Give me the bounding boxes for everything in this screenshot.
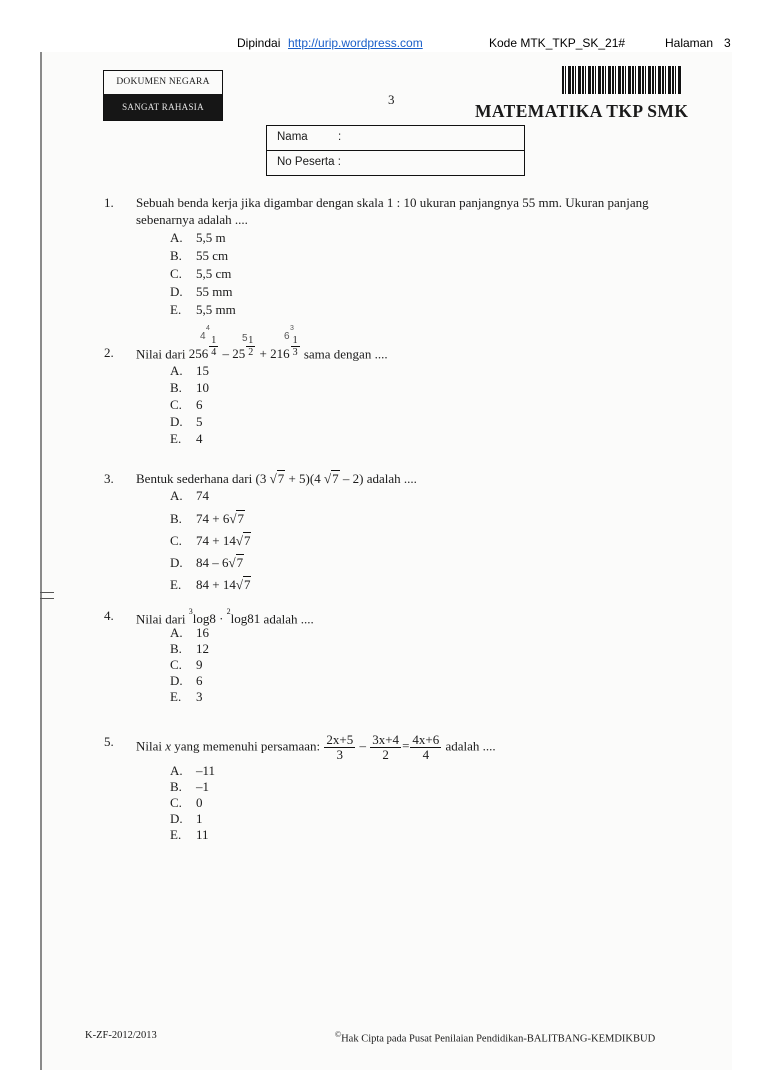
option: C. 0 — [170, 795, 203, 810]
option: A. 15 — [170, 363, 209, 378]
option: A. 5,5 m — [170, 230, 226, 245]
margin-mark — [40, 592, 54, 599]
question-number: 5. — [104, 734, 114, 749]
question-text: Nilai dari 256 $\frac{1}{4}$ – 25 $\frac{1}{2}$ + 216 $\frac{1}{3}$ sama dengan .... — [136, 335, 388, 362]
copyright-text: Hak Cipta pada Pusat Penilaian Pendidikan-BALITBANG-KEMDIKBUD — [341, 1033, 656, 1045]
question-text: Nilai x yang memenuhi persamaan: $\frac{2x+5}{3}$ – $\frac{3x+4}{2}$ = $\frac{4x+6}{4}$ adalah .... — [136, 732, 496, 762]
scan-prefix: Dipindai — [237, 36, 281, 50]
header-page-number: 3 — [724, 36, 731, 50]
option: E. 4 — [170, 431, 203, 446]
option: A. 16 — [170, 625, 209, 640]
scan-url-link[interactable]: http://urip.wordpress.com — [288, 36, 423, 50]
name-row — [267, 126, 524, 151]
handwritten-note: 5 — [242, 333, 248, 344]
page-label: Halaman — [665, 36, 714, 50]
question-number: 3. — [104, 471, 114, 486]
handwritten-note: 4 — [200, 331, 206, 342]
option: B. 12 — [170, 641, 209, 656]
option: E. 3 — [170, 689, 203, 704]
question-number: 1. — [104, 195, 114, 210]
option: D. 55 mm — [170, 284, 233, 299]
handwritten-note: 6 — [284, 331, 290, 342]
option: D. 5 — [170, 414, 203, 429]
option: C. 5,5 cm — [170, 266, 232, 281]
option: B. –1 — [170, 779, 209, 794]
classification-bottom: SANGAT RAHASIA — [104, 94, 222, 120]
question-text: Bentuk sederhana dari (3 √7 + 5)(4 √7 – 2) adalah .... — [136, 471, 417, 486]
handwritten-note: 4 — [206, 325, 210, 332]
option: B. 55 cm — [170, 248, 229, 263]
subject-title: MATEMATIKA TKP SMK — [475, 101, 689, 121]
math-expression: $^3$log8 · $^2$log81 — [188, 607, 261, 627]
doc-code: Kode MTK_TKP_SK_21# — [489, 36, 626, 50]
option: C. 9 — [170, 657, 203, 672]
handwritten-note: 3 — [290, 325, 294, 332]
option: C. 6 — [170, 397, 203, 412]
participant-row — [267, 151, 524, 175]
question-text: Sebuah benda kerja jika digambar dengan skala 1 : 10 ukuran panjangnya 55 mm. Ukuran panjang sebenarnya adalah .... — [136, 195, 649, 227]
classification-box — [103, 70, 223, 121]
classification-top: DOKUMEN NEGARA — [116, 77, 210, 87]
identity-box — [266, 125, 525, 176]
question-number: 4. — [104, 608, 114, 623]
participant-label: No Peserta : — [277, 156, 341, 168]
copyright-symbol: © — [335, 1030, 342, 1039]
math-expression: (3 √7 + 5)(4 √7 – 2) — [255, 471, 364, 486]
option: D. 6 — [170, 673, 203, 688]
footer-code: K-ZF-2012/2013 — [85, 1030, 157, 1041]
option: B. 74 + 6√7 — [170, 511, 244, 526]
option: E. 84 + 14√7 — [170, 577, 251, 592]
barcode — [562, 66, 682, 94]
question-text: Nilai dari $^3$log8 · $^2$log81 adalah .... — [136, 607, 314, 627]
option: A. –11 — [170, 763, 216, 778]
math-expression: 256 $\frac{1}{4}$ – 25 $\frac{1}{2}$ + 216 $\frac{1}{3}$ — [188, 335, 298, 362]
name-colon: : — [338, 131, 342, 143]
option: C. 74 + 14√7 — [170, 533, 251, 548]
math-expression: $\frac{2x+5}{3}$ – $\frac{3x+4}{2}$ = $\frac{4x+6}{4}$ — [326, 732, 440, 762]
option: A. 74 — [170, 488, 209, 503]
name-label: Nama — [277, 131, 308, 143]
option: B. 10 — [170, 380, 209, 395]
option: E. 5,5 mm — [170, 302, 236, 317]
option: D. 84 – 6√7 — [170, 555, 244, 570]
page-number: 3 — [388, 92, 395, 107]
option: D. 1 — [170, 811, 203, 826]
option: E. 11 — [170, 827, 209, 842]
question-number: 2. — [104, 345, 114, 360]
footer-copyright — [335, 1030, 655, 1045]
